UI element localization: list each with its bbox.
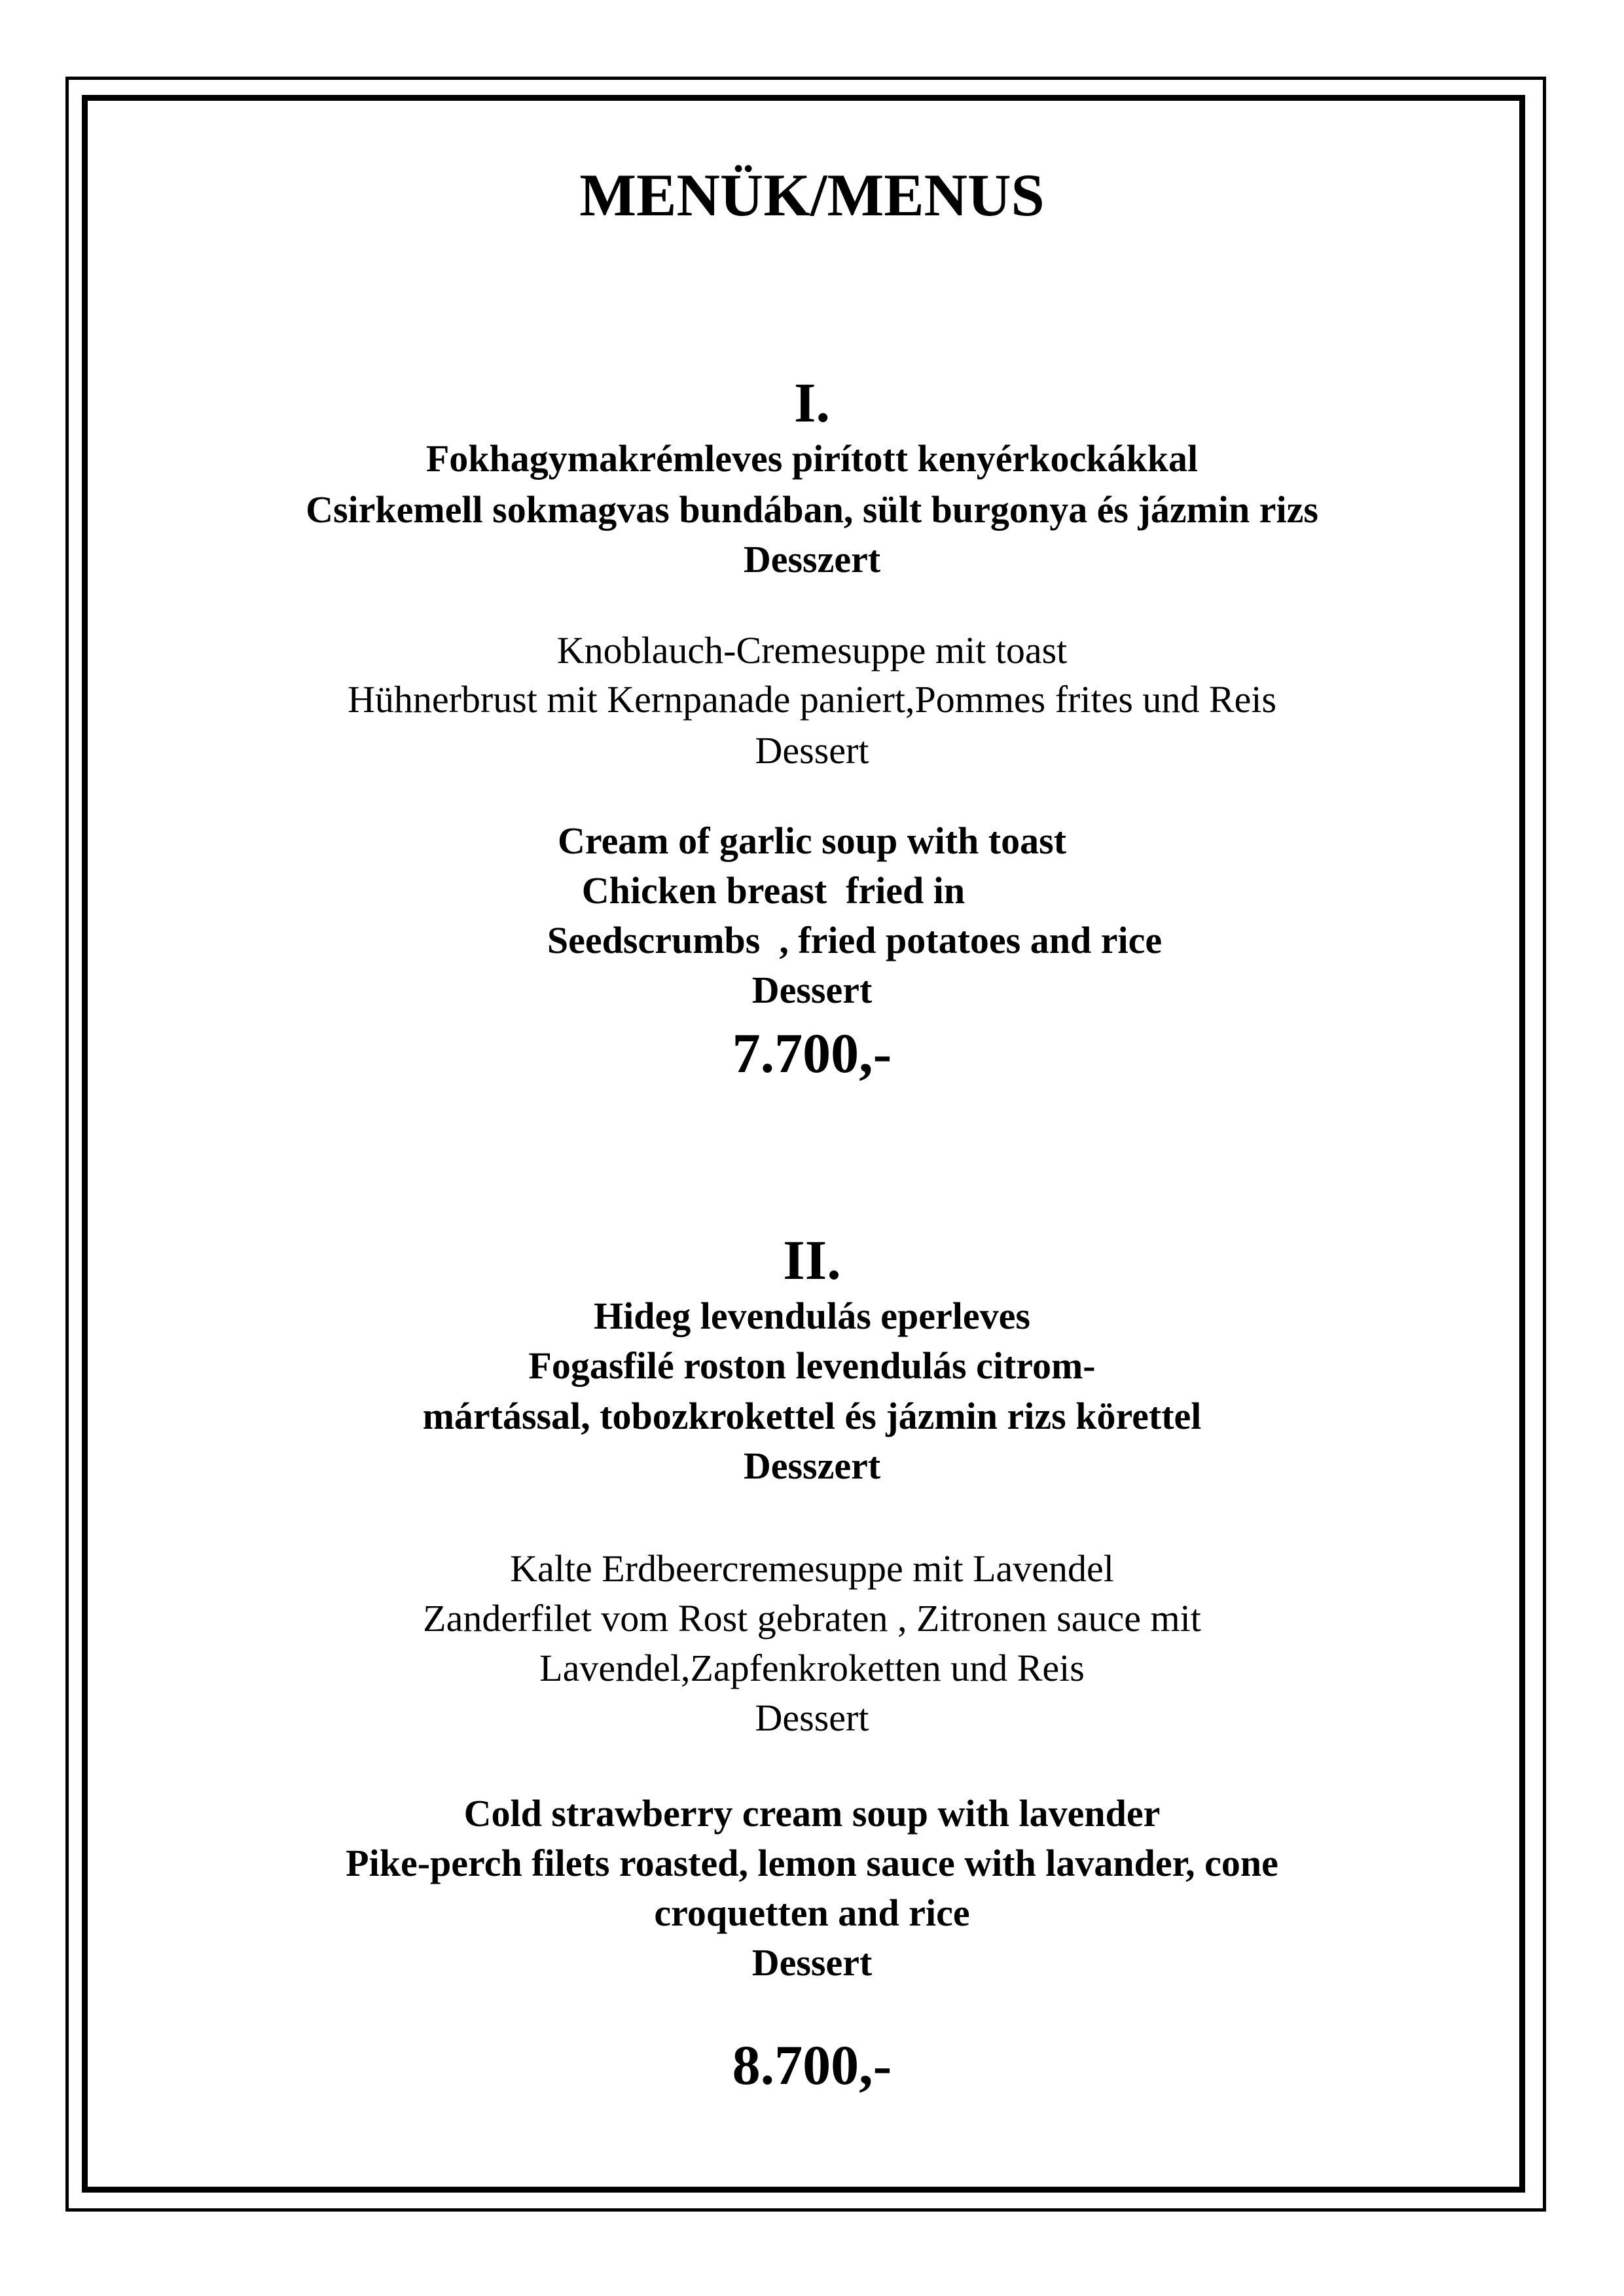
menu-2-de-line-2: Zanderfilet vom Rost gebraten , Zitronen sauce mit (423, 1597, 1201, 1640)
menu-2-number: II. (783, 1229, 841, 1291)
menu-1-hu-line-2: Csirkemell sokmagvas bundában, sült burgonya és jázmin rizs (306, 488, 1318, 531)
menu-2-hu-line-4: Desszert (743, 1444, 881, 1487)
menu-1-en-line-2: Chicken breast fried in (581, 869, 965, 912)
menu-1-number: I. (794, 371, 830, 434)
menu-1-price: 7.700,- (732, 1022, 892, 1085)
menu-1-en-line-3: Seedscrumbs , fried potatoes and rice (547, 919, 1163, 961)
menu-2-hu-line-1: Hideg levendulás eperleves (594, 1295, 1030, 1337)
menu-2-en-line-1: Cold strawberry cream soup with lavender (463, 1792, 1161, 1835)
menu-1-de-line-3: Dessert (755, 729, 869, 772)
menu-1-en-line-1: Cream of garlic soup with toast (557, 819, 1067, 862)
menu-1-en-line-4: Dessert (751, 969, 873, 1011)
menu-1-hu-line-3: Desszert (743, 538, 881, 581)
menu-2-de-line-4: Dessert (755, 1696, 869, 1739)
menu-2-hu-line-2: Fogasfilé roston levendulás citrom- (528, 1344, 1096, 1387)
menu-1-de-line-2: Hühnerbrust mit Kernpanade paniert,Pommes frites und Reis (347, 678, 1277, 721)
menu-2-price: 8.700,- (732, 2034, 892, 2096)
menu-2-en-line-2: Pike-perch filets roasted, lemon sauce with lavander, cone (346, 1842, 1278, 1884)
menu-2-de-line-1: Kalte Erdbeercremesuppe mit Lavendel (510, 1547, 1114, 1590)
menu-1-de-line-1: Knoblauch-Cremesuppe mit toast (556, 629, 1068, 672)
page-title: MENÜK/MENUS (579, 162, 1045, 228)
menu-2-en-line-4: Dessert (751, 1941, 873, 1984)
menu-2-en-line-3: croquetten and rice (654, 1892, 970, 1934)
menu-1-hu-line-1: Fokhagymakrémleves pirított kenyérkockákkal (425, 437, 1199, 480)
menu-2-de-line-3: Lavendel,Zapfenkroketten und Reis (539, 1647, 1085, 1689)
menu-2-hu-line-3: mártással, tobozkrokettel és jázmin rizs körettel (422, 1395, 1202, 1437)
